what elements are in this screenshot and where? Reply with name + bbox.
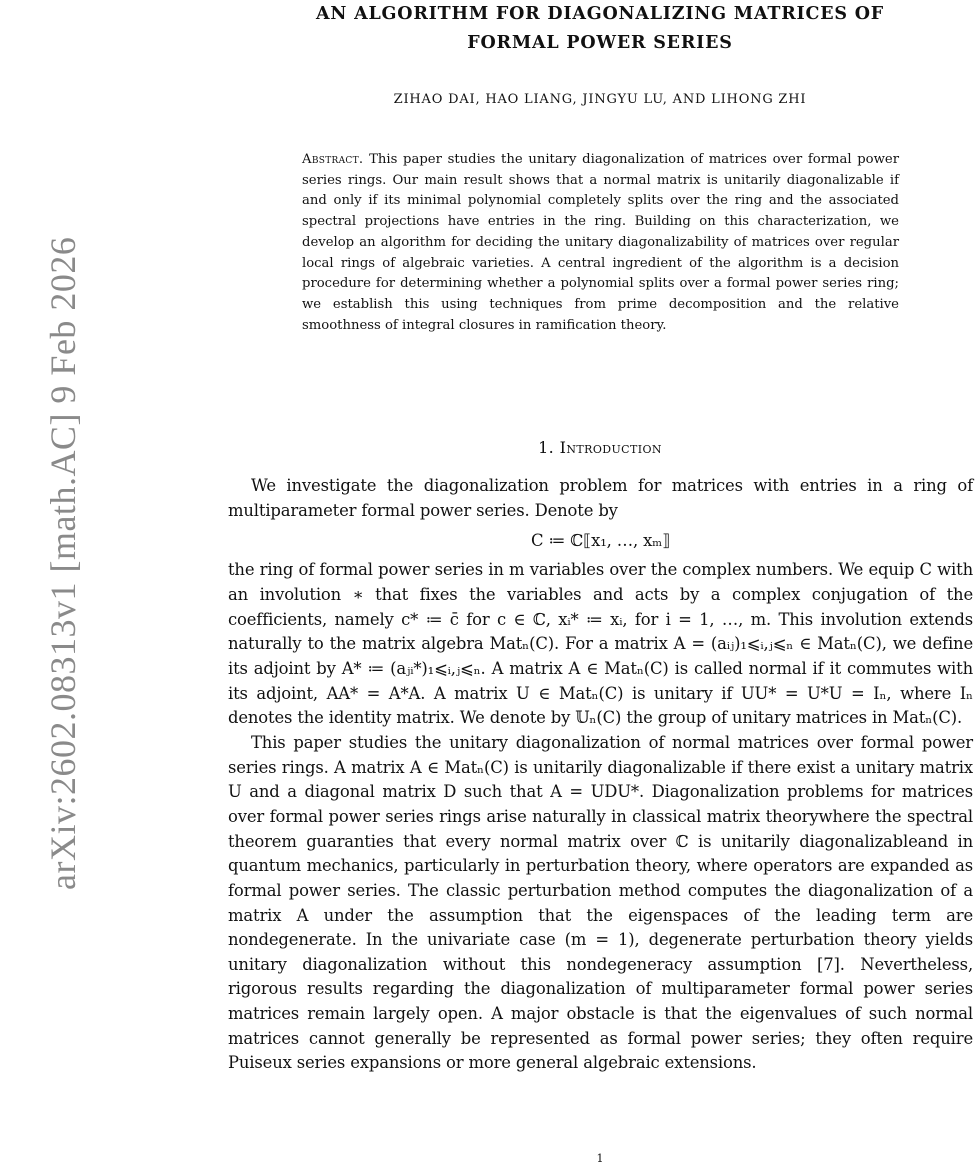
- abstract-text: This paper studies the unitary diagonalization of matrices over formal power series rings. Our main result shows that a normal matrix is unitarily diagonalizable if and only if its minimal polynomial completely splits over the ring and the associated spectral projections have entries in the ring. Building on this characterization, we develop an algorithm for deciding the unitary diagonalizability of matrices over regular local rings of algebraic varieties. A central ingredient of the algorithm is a decision procedure for determining whether a polynomial splits over a formal power series ring; we establish this using techniques from prime decomposition and the relative smoothness of integral closures in ramification theory.: [302, 152, 899, 333]
- section-number: 1.: [538, 438, 555, 457]
- abstract-label: Abstract.: [302, 152, 364, 167]
- display-equation: C ≔ ℂ⟦x₁, …, xₘ⟧: [530, 531, 671, 551]
- section-title: Introduction: [559, 438, 662, 457]
- arxiv-identifier-sidebar: [2, 130, 83, 890]
- title-line-1: AN ALGORITHM FOR DIAGONALIZING MATRICES OF: [316, 4, 884, 24]
- body-text: [228, 474, 973, 1076]
- paragraph-1-continued: the ring of formal power series in m variables over the complex numbers. We equip C with an involution ∗ that fixes the variables and acts by a complex conjugation of the coefficients, namely c* ≔ c̄ for c ∈ ℂ, xᵢ* ≔ xᵢ, for i = 1, …, m. This involution extends naturally to the matrix algebra Matₙ(C). For a matrix A = (aᵢⱼ)₁⩽ᵢ,ⱼ⩽ₙ ∈ Matₙ(C), we define its adjoint by A* ≔ (aⱼᵢ*)₁⩽ᵢ,ⱼ⩽ₙ. A matrix A ∈ Matₙ(C) is called normal if it commutes with its adjoint, AA* = A*A. A matrix U ∈ Matₙ(C) is unitary if UU* = U*U = Iₙ, where Iₙ denotes the identity matrix. We denote by 𝕌ₙ(C) the group of unitary matrices in Matₙ(C).: [228, 560, 973, 728]
- paper-title: [230, 0, 970, 58]
- author-list: ZIHAO DAI, HAO LIANG, JINGYU LU, AND LIHONG ZHI: [393, 92, 807, 107]
- paragraph-2: This paper studies the unitary diagonalization of normal matrices over formal power series rings. A matrix A ∈ Matₙ(C) is unitarily diagonalizable if there exist a unitary matrix U and a diagonal matrix D such that A = UDU*. Diagonalization problems for matrices over formal power series rings arise naturally in classical matrix theorywhere the spectral theorem guaranties that every normal matrix over ℂ is unitarily diagonalizableand in quantum mechanics, particularly in perturbation theory, where operators are expanded as formal power series. The classic perturbation method computes the diagonalization of a matrix A under the assumption that the eigenspaces of the leading term are nondegenerate. In the univariate case (m = 1), degenerate perturbation theory yields unitary diagonalization without this nondegeneracy assumption [7]. Nevertheless, rigorous results regarding the diagonalization of multiparameter formal power series matrices remain largely open. A major obstacle is that the eigenvalues of such normal matrices cannot generally be represented as formal power series; they often require Puiseux series expansions or more general algebraic extensions.: [228, 732, 973, 1073]
- abstract: [302, 150, 899, 336]
- section-heading: [230, 438, 970, 457]
- page-number: 1: [596, 1152, 604, 1165]
- title-line-2: FORMAL POWER SERIES: [467, 33, 733, 53]
- paragraph-1-lead: We investigate the diagonalization problem for matrices with entries in a ring of multiparameter formal power series. Denote by: [228, 476, 973, 520]
- arxiv-identifier: arXiv:2602.08313v1 [math.AC] 9 Feb 2026: [43, 236, 83, 890]
